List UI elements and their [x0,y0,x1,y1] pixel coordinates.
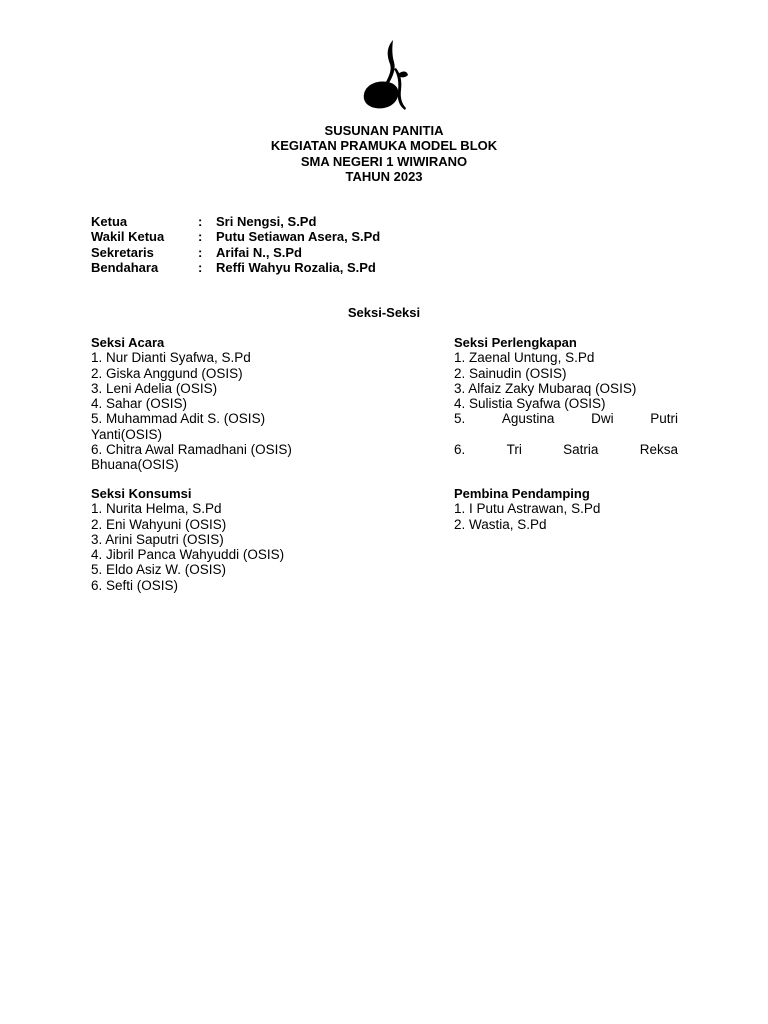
officer-colon: : [198,259,203,275]
heading-line-4: TAHUN 2023 [345,168,423,184]
list-item: Bhuana(OSIS) [91,457,179,473]
section-acara [91,335,321,473]
officer-colon: : [198,244,203,260]
pramuka-tunas-kelapa-logo [356,38,412,114]
list-item: 1. Nurita Helma, S.Pd [91,501,222,517]
section-title: Seksi Acara [91,335,165,350]
list-item: 4. Sulistia Syafwa (OSIS) [454,396,606,412]
word: Tri [506,442,522,458]
section-perlengkapan [454,335,678,457]
officer-role: Bendahara [91,259,159,275]
list-item: 4. Sahar (OSIS) [91,396,188,412]
heading-line-3: SMA NEGERI 1 WIWIRANO [300,153,468,169]
officer-name: Putu Setiawan Asera, S.Pd [216,229,381,245]
list-item: 1. I Putu Astrawan, S.Pd [454,501,601,517]
officer-colon: : [198,214,203,229]
list-item: 1. Zaenal Untung, S.Pd [454,350,595,366]
list-item: 4. Jibril Panca Wahyuddi (OSIS) [91,547,285,563]
word: Putri [650,411,678,427]
word: Reksa [639,442,678,458]
list-item: 1. Nur Dianti Syafwa, S.Pd [91,350,251,366]
list-item: 6. Sefti (OSIS) [91,577,179,593]
officer-colon: : [198,229,203,245]
document-heading [0,123,768,184]
word: 5. [454,411,466,427]
section-konsumsi [91,486,321,593]
list-item: 3. Alfaiz Zaky Mubaraq (OSIS) [454,380,637,396]
heading-line-2: KEGIATAN PRAMUKA MODEL BLOK [270,138,498,154]
list-item: 6. Chitra Awal Ramadhani (OSIS) [91,442,292,458]
section-title: Seksi Perlengkapan [454,335,577,350]
section-title: Seksi Konsumsi [91,486,192,501]
list-item-justified [454,442,678,457]
section-title: Pembina Pendamping [454,486,590,501]
list-item: 3. Arini Saputri (OSIS) [91,531,224,547]
list-item: 2. Wastia, S.Pd [454,516,547,532]
seksi-seksi-title: Seksi-Seksi [347,305,421,320]
list-item: 2. Eni Wahyuni (OSIS) [91,516,227,532]
list-item: 2. Giska Anggund (OSIS) [91,365,243,381]
list-item: 5. Muhammad Adit S. (OSIS) [91,411,266,427]
heading-line-1: SUSUNAN PANITIA [324,123,444,138]
officer-name: Sri Nengsi, S.Pd [216,214,317,229]
word: Agustina [501,411,555,427]
word: Dwi [591,411,614,427]
list-item-justified [454,411,678,426]
list-item: Yanti(OSIS) [91,426,163,442]
officer-role: Wakil Ketua [91,229,165,245]
officer-role: Sekretaris [91,244,154,260]
word: 6. [454,442,466,458]
list-item: 5. Eldo Asiz W. (OSIS) [91,562,227,578]
word: Satria [563,442,599,458]
list-item: 3. Leni Adelia (OSIS) [91,380,218,396]
officer-role: Ketua [91,214,128,229]
officer-name: Arifai N., S.Pd [216,244,302,260]
list-item: 2. Sainudin (OSIS) [454,365,567,381]
section-pembina-pendamping [454,486,678,532]
officer-name: Reffi Wahyu Rozalia, S.Pd [216,259,376,275]
blank-line [454,427,678,442]
